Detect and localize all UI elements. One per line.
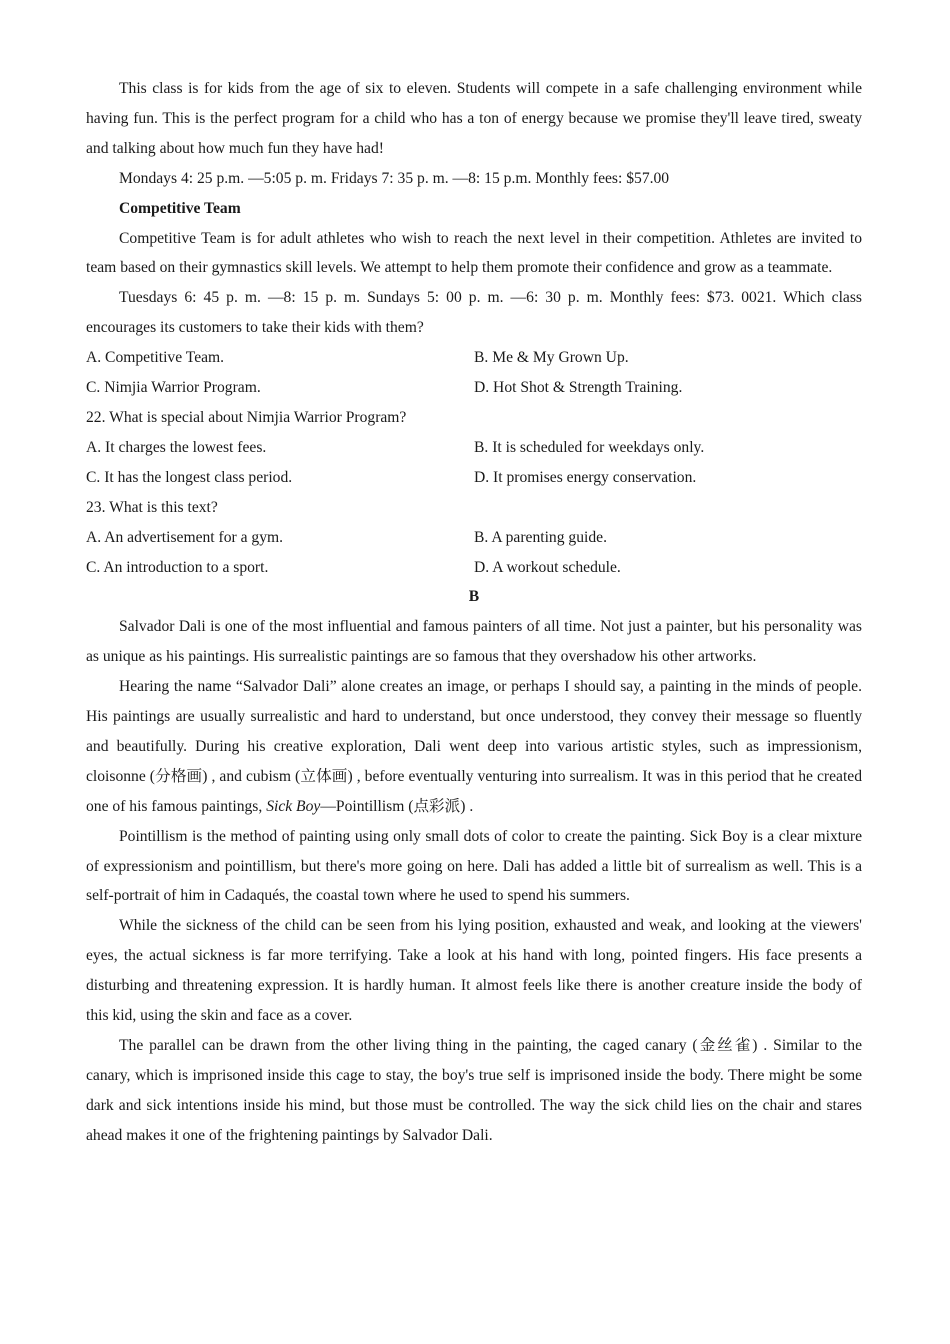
section-b-paragraph-3: Pointillism is the method of painting using only small dots of color to create the painting. Sick Boy is a clear mixture of expressionism and pointillism, but there's more going on here. Dali has added a little bit of surrealism as well. This is a self-portrait of him in Cadaqués, the coastal town where he used to spend his summers. xyxy=(86,827,862,905)
question-22-option-c: C. It has the longest class period. xyxy=(86,468,293,486)
question-22-option-b: B. It is scheduled for weekdays only. xyxy=(474,438,705,456)
question-23-stem: 23. What is this text? xyxy=(86,498,218,516)
question-21-option-b: B. Me & My Grown Up. xyxy=(474,349,629,367)
question-23-option-b: B. A parenting guide. xyxy=(474,528,607,546)
section-b-paragraph-2 xyxy=(86,672,862,822)
question-22-stem: 22. What is special about Nimjia Warrior Program? xyxy=(86,408,407,426)
question-23-options xyxy=(86,523,862,583)
section-b-paragraph-4: While the sickness of the child can be seen from his lying position, exhausted and weak, and looking at the viewers' eyes, the actual sickness is far more terrifying. Take a look at his hand with long, pointed fingers. His face presents a disturbing and threatening expression. It is hardly human. It almost feels like there is another creature inside the body of this kid, using the skin and face as a cover. xyxy=(86,917,862,1025)
section-b-paragraph-1: Salvador Dali is one of the most influential and famous painters of all time. Not just a painter, but his personality was as unique as his paintings. His surrealistic paintings are so famous that they overshadow his other artworks. xyxy=(86,618,862,666)
question-23-option-c: C. An introduction to a sport. xyxy=(86,558,269,576)
question-21-option-c: C. Nimjia Warrior Program. xyxy=(86,379,261,397)
question-22-option-d: D. It promises energy conservation. xyxy=(474,468,697,486)
painting-title: Sick Boy xyxy=(266,797,321,815)
question-22-option-a: A. It charges the lowest fees. xyxy=(86,438,267,456)
exam-page xyxy=(86,74,862,1151)
question-21-options xyxy=(86,343,862,403)
question-21-option-a: A. Competitive Team. xyxy=(86,349,225,367)
question-21-option-d: D. Hot Shot & Strength Training. xyxy=(474,379,683,397)
competitive-team-schedule-and-question-21: Tuesdays 6: 45 p. m. —8: 15 p. m. Sundays 5: 00 p. m. —6: 30 p. m. Monthly fees: $73. 0021. Which class encourages its customers to take their kids with them? xyxy=(86,289,862,337)
intro-schedule: Mondays 4: 25 p.m. —5:05 p. m. Fridays 7: 35 p. m. —8: 15 p.m. Monthly fees: $57.00 xyxy=(119,169,670,187)
question-22-options xyxy=(86,433,862,493)
competitive-team-paragraph: Competitive Team is for adult athletes who wish to reach the next level in their competition. Athletes are invited to team based on their gymnastics skill levels. We attempt to help them promote their confidence and grow as a teammate. xyxy=(86,229,862,277)
paragraph-2-text: Hearing the name “Salvador Dali” alone creates an image, or perhaps I should say, a painting in the minds of people. His paintings are usually surrealistic and hard to understand, but once understood, they convey their message so fluently and beautifully. During his creative exploration, Dali went deep into various artistic styles, such as impressionism, cloisonne (分格画) , and cubism (立体画) , before eventually venturing into surrealism. It was in this period that he created one of his famous paintings, xyxy=(86,678,862,815)
question-23-option-a: A. An advertisement for a gym. xyxy=(86,528,284,546)
competitive-team-heading: Competitive Team xyxy=(119,199,241,217)
paragraph-2-ending: —Pointillism (点彩派) . xyxy=(320,797,474,815)
section-b-label: B xyxy=(468,588,480,606)
intro-paragraph: This class is for kids from the age of six to eleven. Students will compete in a safe challenging environment while having fun. This is the perfect program for a child who has a ton of energy because we promise they'll leave tired, sweaty and talking about how much fun they have had! xyxy=(86,80,862,157)
section-b-paragraph-5: The parallel can be drawn from the other living thing in the painting, the caged canary (金丝雀) . Similar to the canary, which is imprisoned inside this cage to stay, the boy's true self is imprisoned inside the body. There might be some dark and sick intentions inside his mind, but those must be controlled. The way the sick child lies on the chair and stares ahead makes it one of the frightening paintings by Salvador Dali. xyxy=(86,1037,862,1144)
question-23-option-d: D. A workout schedule. xyxy=(474,558,621,576)
